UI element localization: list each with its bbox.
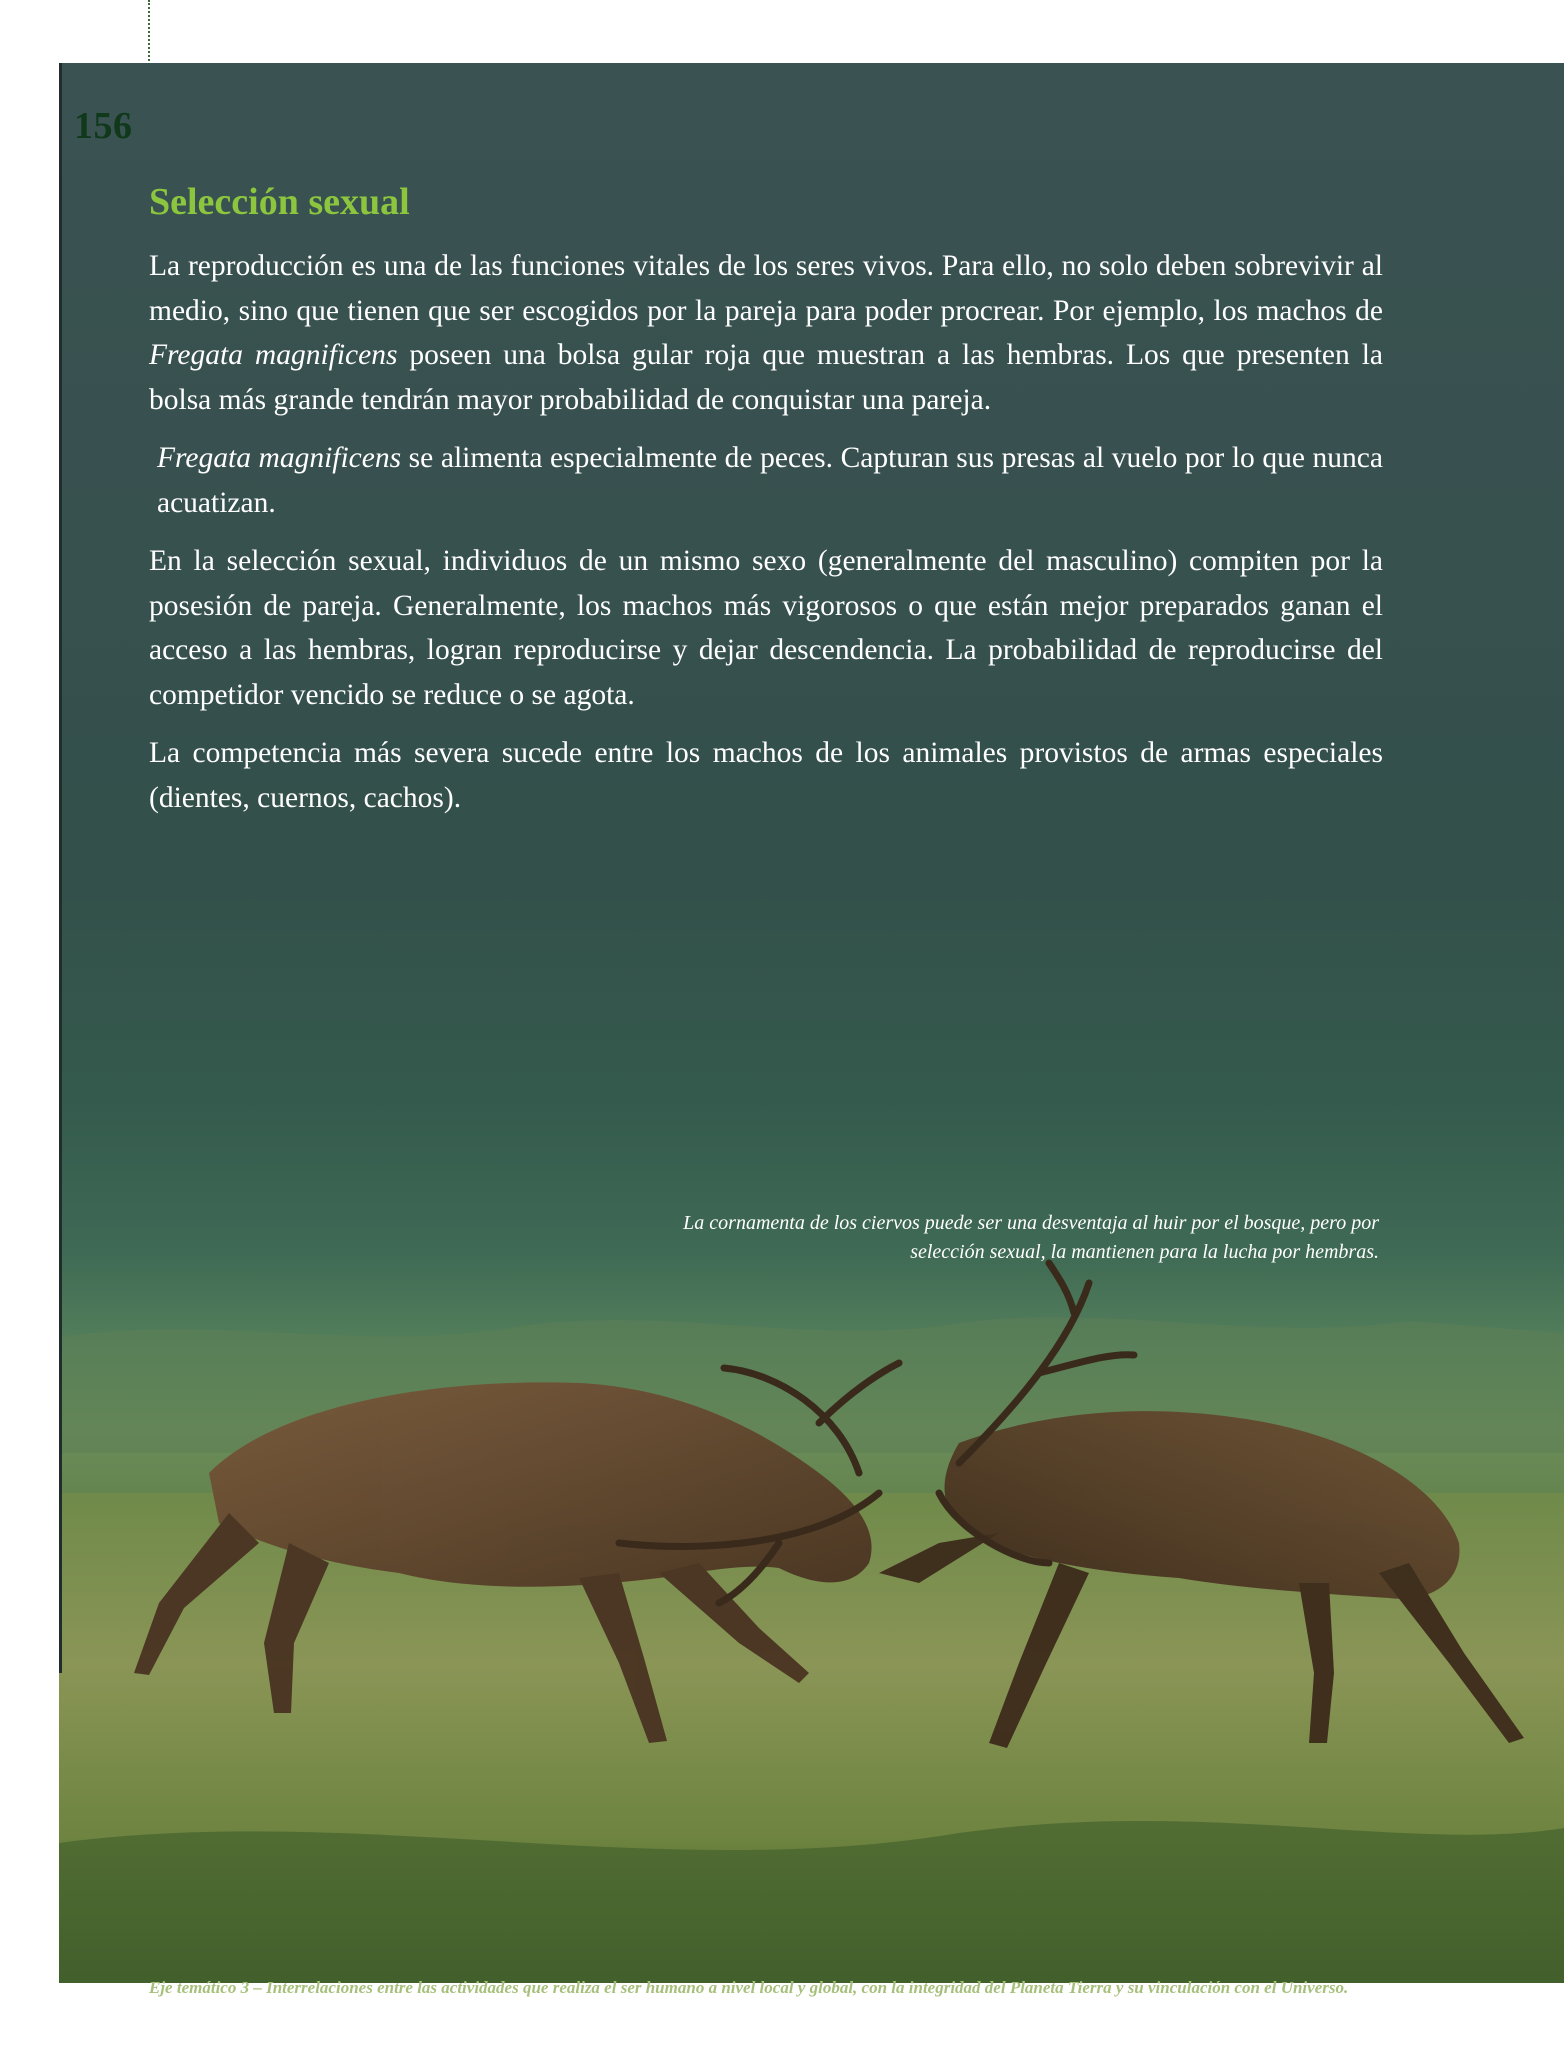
paragraph-3: En la selección sexual, individuos de un mismo sexo (generalmente del masculino) compiten por la posesión de pareja. Generalmente, los machos más vigorosos o que están mejor preparados ganan el acceso a las hembras, logran reproducirse y dejar descendencia. La probabilidad de reproducirse del competidor vencido se reduce o se agota. — [149, 545, 1383, 711]
species-name: Fregata magnificens — [157, 442, 402, 474]
deer-fight-photo — [59, 1243, 1564, 1983]
photo-caption: La cornamenta de los ciervos puede ser una desventaja al huir por el bosque, pero por selección sexual, la mantienen para la lucha por hembras. — [683, 1212, 1379, 1263]
paragraph-4: La competencia más severa sucede entre los machos de los animales provistos de armas especiales (dientes, cuernos, cachos). — [149, 737, 1383, 814]
paragraph-1-part-a: La reproducción es una de las funciones vitales de los seres vivos. Para ello, no solo deben sobrevivir al medio, sino que tienen que ser escogidos por la pareja para poder procrear. Por ejemplo, los machos de — [149, 250, 1383, 327]
paragraph-2 — [149, 436, 1383, 525]
page-number: 156 — [74, 105, 133, 147]
paragraph-2-part-b: se alimenta especialmente de peces. Capturan sus presas al vuelo por lo que nunca acuatizan. — [157, 442, 1383, 519]
footer-theme-line: Eje temático 3 – Interrelaciones entre las actividades que realiza el ser humano a nivel local y global, con la integridad del Planeta Tierra y su vinculación con el Universo. — [149, 1978, 1349, 1997]
paragraph-1 — [149, 244, 1383, 422]
paragraph-1-part-b: poseen una bolsa gular roja que muestran a las hembras. Los que presenten la bolsa más grande tendrán mayor probabilidad de conquistar una pareja. — [149, 339, 1383, 416]
panel-left-edge — [59, 63, 62, 1673]
species-name: Fregata magnificens — [149, 339, 398, 371]
body-text — [149, 244, 1383, 834]
section-title: Selección sexual — [149, 181, 410, 223]
